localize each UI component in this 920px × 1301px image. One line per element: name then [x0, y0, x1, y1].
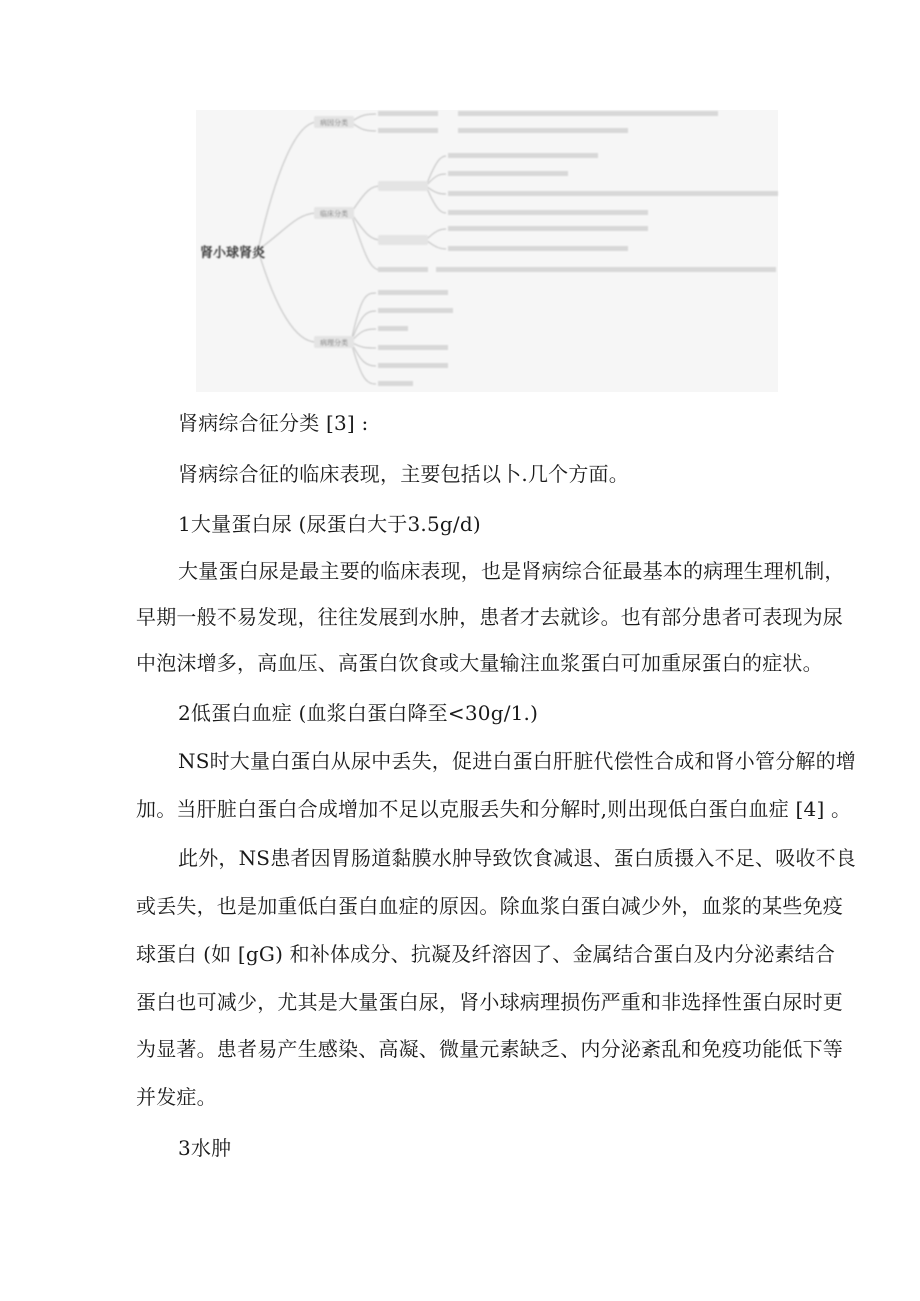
mindmap-connectors	[196, 110, 778, 392]
section-heading: 2低蛋白血症 (血浆白蛋白降至<30g/1.)	[178, 701, 539, 725]
mindmap-branch-label: 临床分类	[320, 210, 348, 218]
paragraph-line: 球蛋白 (如 [gG) 和补体成分、抗凝及纤溶因了、金属结合蛋白及内分泌素结合	[136, 942, 836, 966]
paragraph-line: 中泡沫增多，高血压、高蛋白饮食或大量输注血浆蛋白可加重尿蛋白的症状。	[136, 651, 823, 675]
paragraph-line: 并发症。	[136, 1085, 217, 1109]
paragraph-line: 加。当肝脏白蛋白合成增加不足以克服丢失和分解时,则出现低白蛋白血症 [4] 。	[136, 797, 852, 821]
mindmap-figure	[196, 110, 778, 392]
paragraph-line: 为显著。患者易产生感染、高凝、微量元素缺乏、内分泌紊乱和免疫功能低下等	[136, 1037, 843, 1061]
section-heading: 1大量蛋白尿 (尿蛋白大于3.5g/d)	[178, 512, 481, 536]
section-heading: 3水肿	[178, 1136, 232, 1160]
paragraph-line: 早期一般不易发现，往往发展到水肿，患者才去就诊。也有部分患者可表现为尿	[136, 605, 843, 629]
paragraph-line: 蛋白也可减少，尤其是大量蛋白尿，肾小球病理损伤严重和非选择性蛋白尿时更	[136, 990, 843, 1014]
paragraph-heading: 肾病综合征分类 [3] :	[178, 411, 369, 435]
mindmap-root-label: 肾小球肾炎	[200, 246, 266, 261]
paragraph-line: 此外，NS患者因胃肠道黏膜水肿导致饮食减退、蛋白质摄入不足、吸收不良	[178, 846, 857, 870]
paragraph-line: 大量蛋白尿是最主要的临床表现，也是肾病综合征最基本的病理生理机制，	[178, 559, 845, 583]
mindmap-branch-label: 病因分类	[320, 119, 348, 127]
paragraph-line: NS时大量白蛋白从尿中丢失，促进白蛋白肝脏代偿性合成和肾小管分解的增	[178, 749, 857, 773]
mindmap-branch-label: 病理分类	[320, 339, 348, 347]
paragraph: 肾病综合征的临床表现，主要包括以卜.几个方面。	[178, 462, 629, 486]
paragraph-line: 或丢失，也是加重低白蛋白血症的原因。除血浆白蛋白减少外，血浆的某些免疫	[136, 894, 843, 918]
